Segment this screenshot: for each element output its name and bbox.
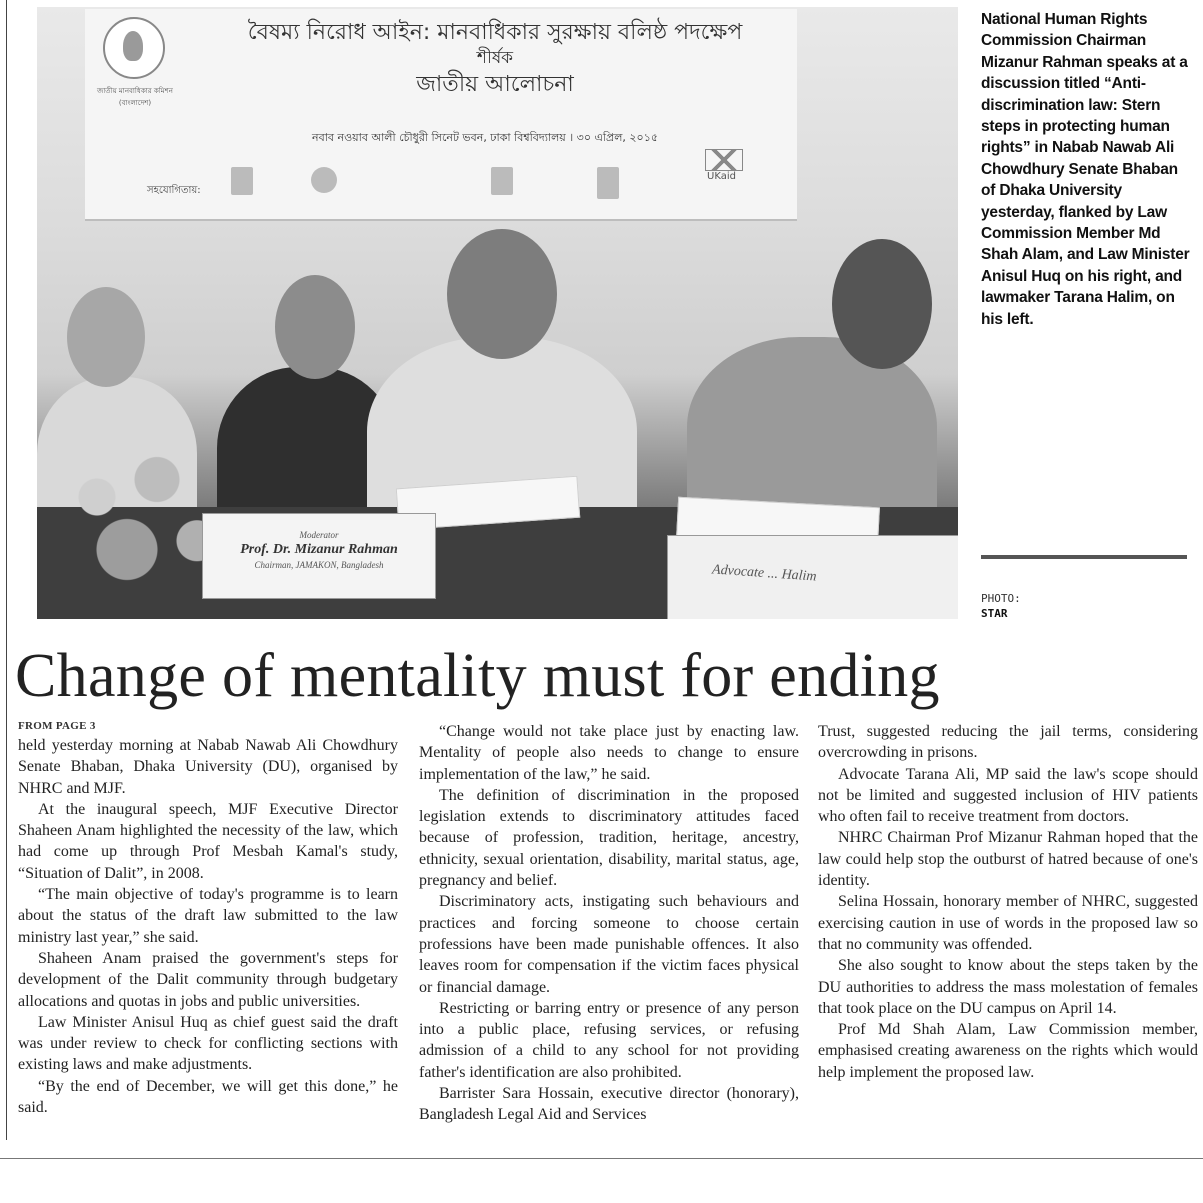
banner-subtitle: শীর্ষক xyxy=(476,48,514,68)
caption-rule xyxy=(981,555,1187,559)
banner-title: বৈষম্য নিরোধ আইন: মানবাধিকার সুরক্ষায় বলিষ্ঠ পদক্ষেপ xyxy=(247,20,743,45)
banner-venue: নবাব নওয়াব আলী চৌধুরী সিনেট ভবন, ঢাকা বিশ্ববিদ্যালয় । ৩০ এপ্রিল, ২০১৫ xyxy=(312,131,658,144)
paragraph: “Change would not take place just by enacting law. Mentality of people also needs to change to ensure implementation of the law,” he said. xyxy=(419,723,799,783)
nameplate-subtitle: Chairman, JAMAKON, Bangladesh xyxy=(254,560,384,570)
paragraph: held yesterday morning at Nabab Nawab Ali Chowdhury Senate Bhaban, Dhaka University (DU), organised by NHRC and MJF. xyxy=(18,737,398,797)
nameplate2-name: Advocate ... Halim xyxy=(711,562,818,585)
paragraph: Law Minister Anisul Huq as chief guest said the draft was under review to check for conflicting sections with existing laws and make adjustments. xyxy=(18,1013,398,1074)
nhrc-logo-icon xyxy=(103,17,165,79)
paragraph: At the inaugural speech, MJF Executive Director Shaheen Anam highlighted the necessity of the law, which had come up through Prof Mesbah Kamal's study, “Situation of Dalit”, in 2008. xyxy=(18,800,398,882)
nameplate-role: Moderator xyxy=(299,530,339,540)
ukaid-flag-icon xyxy=(705,149,743,171)
paragraph: “The main objective of today's programme is to learn about the status of the draft law submitted to the law ministry last year,” she said. xyxy=(18,886,398,946)
swiss-logo-icon xyxy=(311,167,337,193)
paragraph: Trust, suggested reducing the jail terms, considering overcrowding in prisons. xyxy=(818,723,1198,762)
article-column-1 xyxy=(18,735,398,1118)
advocate-nameplate xyxy=(667,535,958,619)
person-second-head xyxy=(275,275,355,379)
photo-credit-label: PHOTO: xyxy=(981,592,1021,605)
paragraph: Shaheen Anam praised the government's steps for development of the Dalit community through budgetary allocations and quotas in jobs and public universities. xyxy=(18,949,398,1010)
article-column-2 xyxy=(419,721,799,1126)
person-left-head xyxy=(67,287,145,387)
sweden-logo-icon xyxy=(491,167,513,195)
banner-partners-label: সহযোগিতায়: xyxy=(147,185,201,196)
paragraph: NHRC Chairman Prof Mizanur Rahman hoped that the law could help stop the outburst of hatred because of one's identity. xyxy=(818,829,1198,890)
paragraph: Selina Hossain, honorary member of NHRC, suggested exercising caution in use of words in the proposed law so that no community was offended. xyxy=(818,893,1198,953)
paragraph: She also sought to know about the steps taken by the DU authorities to address the mass molestation of females that took place on the DU campus on April 14. xyxy=(818,957,1198,1017)
moderator-nameplate xyxy=(202,513,436,599)
paragraph: Restricting or barring entry or presence of any person into a public place, refusing services, or refusing admission of a child to any school for not providing father's identification are also prohibited. xyxy=(419,999,799,1081)
paragraph: Barrister Sara Hossain, executive director (honorary), Bangladesh Legal Aid and Services xyxy=(419,1085,799,1124)
news-photo xyxy=(37,7,958,619)
person-center-head xyxy=(447,229,557,359)
paragraph: The definition of discrimination in the proposed legislation extends to discriminatory attitudes faced because of profession, tradition, heritage, ancestry, ethnicity, sexual orientation, disability, marital status, age, pregnancy and belief. xyxy=(419,786,799,890)
paragraph: Discriminatory acts, instigating such behaviours and practices and forcing someone to choose certain professions have been made punishable offences. It also leaves room for compensation if the victim faces physical or financial damage. xyxy=(419,893,799,996)
paragraph: Advocate Tarana Ali, MP said the law's scope should not be limited and suggested inclusion of HIV patients who often fail to receive treatment from doctors. xyxy=(818,765,1198,826)
photo-credit xyxy=(981,591,1021,621)
article-column-3 xyxy=(818,721,1198,1083)
banner-event: জাতীয় আলোচনা xyxy=(416,72,574,97)
from-page-label: FROM PAGE 3 xyxy=(18,720,96,732)
undp-logo-icon xyxy=(231,167,253,195)
banner-org: জাতীয় মানবাধিকার কমিশন (বাংলাদেশ) xyxy=(97,87,173,107)
nameplate-name: Prof. Dr. Mizanur Rahman xyxy=(240,542,398,557)
photo-credit-source: STAR xyxy=(981,607,1008,620)
headline: Change of mentality must for ending xyxy=(15,642,940,710)
ukaid-label: UKaid xyxy=(707,171,736,182)
column-rule xyxy=(6,0,7,1140)
page-bottom-rule xyxy=(0,1158,1203,1159)
paragraph: Prof Md Shah Alam, Law Commission member, emphasised creating awareness on the rights which would help implement the proposed law. xyxy=(818,1021,1198,1081)
photo-caption: National Human Rights Commission Chairman Mizanur Rahman speaks at a discussion titled “Anti-discrimination law: Stern steps in protecting human rights” in Nabab Nawab Ali Chowdhury Senate Bhaban of Dhaka University yesterday, flanked by Law Commission Member Md Shah Alam, and Law Minister Anisul Huq on his right, and lawmaker Tarana Halim, on his left. xyxy=(981,11,1190,328)
denmark-logo-icon xyxy=(597,167,619,199)
person-right-head xyxy=(832,239,932,369)
paragraph: “By the end of December, we will get this done,” he said. xyxy=(18,1077,398,1117)
event-banner xyxy=(85,9,797,221)
